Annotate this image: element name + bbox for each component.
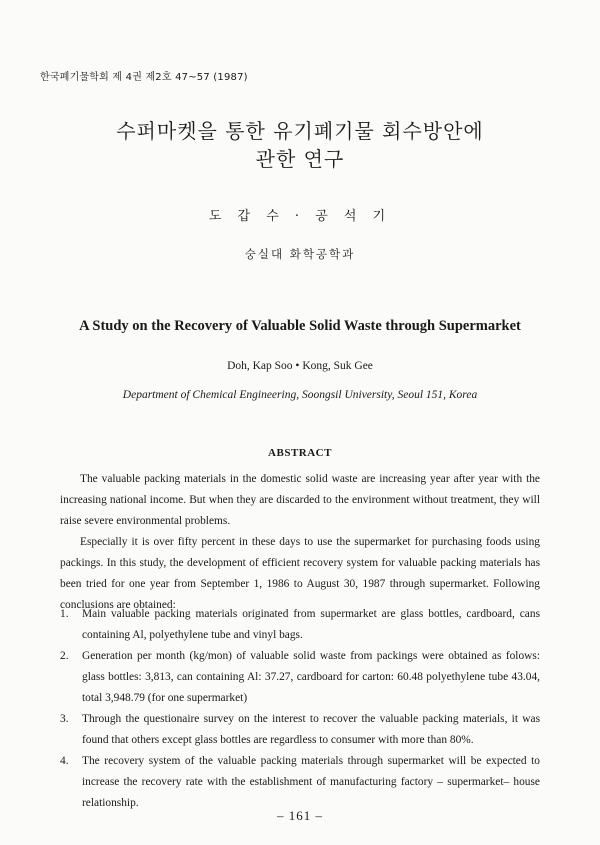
conclusions-list [60, 604, 540, 814]
conclusion-number: 2. [60, 650, 69, 662]
abstract-paragraph: Especially it is over fifty percent in these days to use the supermarket for purchasing foods using packings. In this study, the development of efficient recovery system for valuable packing materials has been tried for one year from September 1, 1986 to August 30, 1987 through supermarket. Following conclusions are obtained: [60, 536, 540, 611]
korean-affiliation: 숭실대 화학공학과 [244, 247, 356, 261]
conclusion-item [60, 646, 540, 709]
conclusion-item [60, 709, 540, 751]
english-authors: Doh, Kap Soo • Kong, Suk Gee [227, 360, 373, 372]
conclusion-text: Main valuable packing materials originated from supermarket are glass bottles, cardboard, cans containing Al, polyethylene tube and vinyl bags. [82, 608, 540, 641]
korean-title-line-1: 수퍼마켓을 통한 유기폐기물 회수방안에 [116, 119, 484, 143]
abstract-heading: ABSTRACT [268, 447, 332, 459]
conclusion-text: Generation per month (kg/mon) of valuable solid waste from packings were obtained as folows: glass bottles: 3,813, can containing Al: 37.27, cardboard for carton: 60.48 polyethylene tube 43.04, total 3,948.79 (for one supermarket) [82, 650, 540, 704]
conclusion-item [60, 751, 540, 814]
english-title: A Study on the Recovery of Valuable Solid Waste through Supermarket [79, 318, 521, 334]
abstract-body [60, 469, 540, 616]
conclusion-number: 3. [60, 713, 69, 725]
conclusion-item [60, 604, 540, 646]
conclusion-number: 1. [60, 608, 69, 620]
korean-title-line-2: 관한 연구 [255, 147, 345, 171]
conclusion-text: The recovery system of the valuable packing materials through supermarket will be expected to increase the recovery rate with the establishment of manufacturing factory – supermarket– house relationship. [82, 755, 540, 809]
page-number: – 161 – [277, 808, 323, 823]
english-affiliation: Department of Chemical Engineering, Soongsil University, Seoul 151, Korea [122, 389, 478, 401]
abstract-paragraph: The valuable packing materials in the domestic solid waste are increasing year after year with the increasing national income. But when they are discarded to the environment without treatment, they will raise severe environmental problems. [60, 473, 540, 527]
korean-authors: 도 갑 수 · 공 석 기 [208, 209, 392, 224]
journal-header: 한국폐기물학회 제 4권 제2호 47~57 (1987) [40, 72, 248, 83]
conclusion-number: 4. [60, 755, 69, 767]
conclusion-text: Through the questionaire survey on the interest to recover the valuable packing materials, it was found that others except glass bottles are regardless to consumer with more than 80%. [82, 713, 540, 746]
